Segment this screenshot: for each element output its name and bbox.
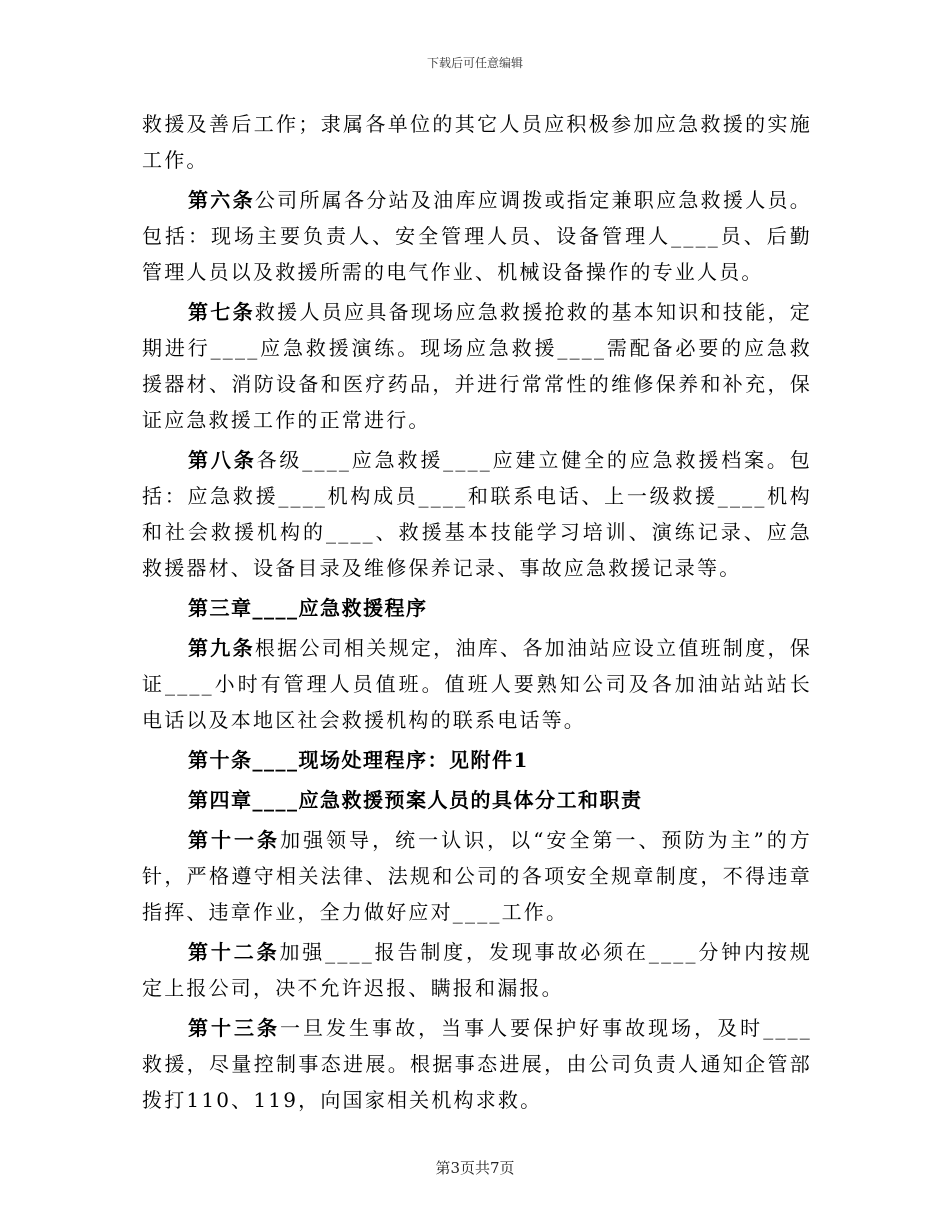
article-9 <box>142 630 812 738</box>
article-8 <box>142 442 812 586</box>
article-text: 救援人员应具备现场应急救援抢救的基本知识和技能，定期进行____应急救援演练。现场应急救援____需配备必要的应急救援器材、消防设备和医疗药品，并进行常常性的维修保养和补充，保证应急救援工作的正常进行。 <box>142 300 812 432</box>
article-label: 第七条 <box>188 300 255 324</box>
article-text: 根据公司相关规定，油库、各加油站应设立值班制度，保证____小时有管理人员值班。值班人要熟知公司及各加油站站站长电话以及本地区社会救援机构的联系电话等。 <box>142 636 812 732</box>
article-10-heading: 第十条____现场处理程序：见附件1 <box>188 748 529 772</box>
article-label: 第六条 <box>188 188 255 212</box>
article-text: 一旦发生事故，当事人要保护好事故现场，及时____救援，尽量控制事态进展。根据事态进展，由公司负责人通知企管部拨打110、119，向国家相关机构求救。 <box>142 1016 812 1112</box>
document-body <box>142 106 812 1122</box>
page-header: 下载后可任意编辑 <box>426 56 523 70</box>
article-12 <box>142 934 812 1006</box>
article-text: 加强领导，统一认识，以“安全第一、预防为主”的方针，严格遵守相关法律、法规和公司的各项安全规章制度，不得违章指挥、违章作业，全力做好应对____工作。 <box>142 828 812 924</box>
article-11 <box>142 822 812 930</box>
chapter-4-heading: 第四章____应急救援预案人员的具体分工和职责 <box>188 788 643 812</box>
article-6 <box>142 182 812 290</box>
article-label: 第十三条 <box>188 1016 281 1040</box>
article-label: 第九条 <box>188 636 255 660</box>
paragraph-text: 救援及善后工作；隶属各单位的其它人员应积极参加应急救援的实施工作。 <box>142 112 812 172</box>
article-label: 第十一条 <box>188 828 281 852</box>
article-7 <box>142 294 812 438</box>
article-13 <box>142 1010 812 1118</box>
article-text: 各级____应急救援____应建立健全的应急救援档案。包括：应急救援____机构成员____和联系电话、上一级救援____机构和社会救援机构的____、救援基本技能学习培训、演练记录、应急救援器材、设备目录及维修保养记录、事故应急救援记录等。 <box>142 448 812 580</box>
article-text: 公司所属各分站及油库应调拨或指定兼职应急救援人员。包括：现场主要负责人、安全管理人员、设备管理人____员、后勤管理人员以及救援所需的电气作业、机械设备操作的专业人员。 <box>142 188 812 284</box>
paragraph-continuation <box>142 106 812 178</box>
article-label: 第十二条 <box>188 940 280 964</box>
article-text: 加强____报告制度，发现事故必须在____分钟内按规定上报公司，决不允许迟报、瞒报和漏报。 <box>142 940 812 1000</box>
article-label: 第八条 <box>188 448 257 472</box>
page-footer: 第3页共7页 <box>435 1159 515 1177</box>
chapter-3-heading: 第三章____应急救援程序 <box>188 596 428 620</box>
